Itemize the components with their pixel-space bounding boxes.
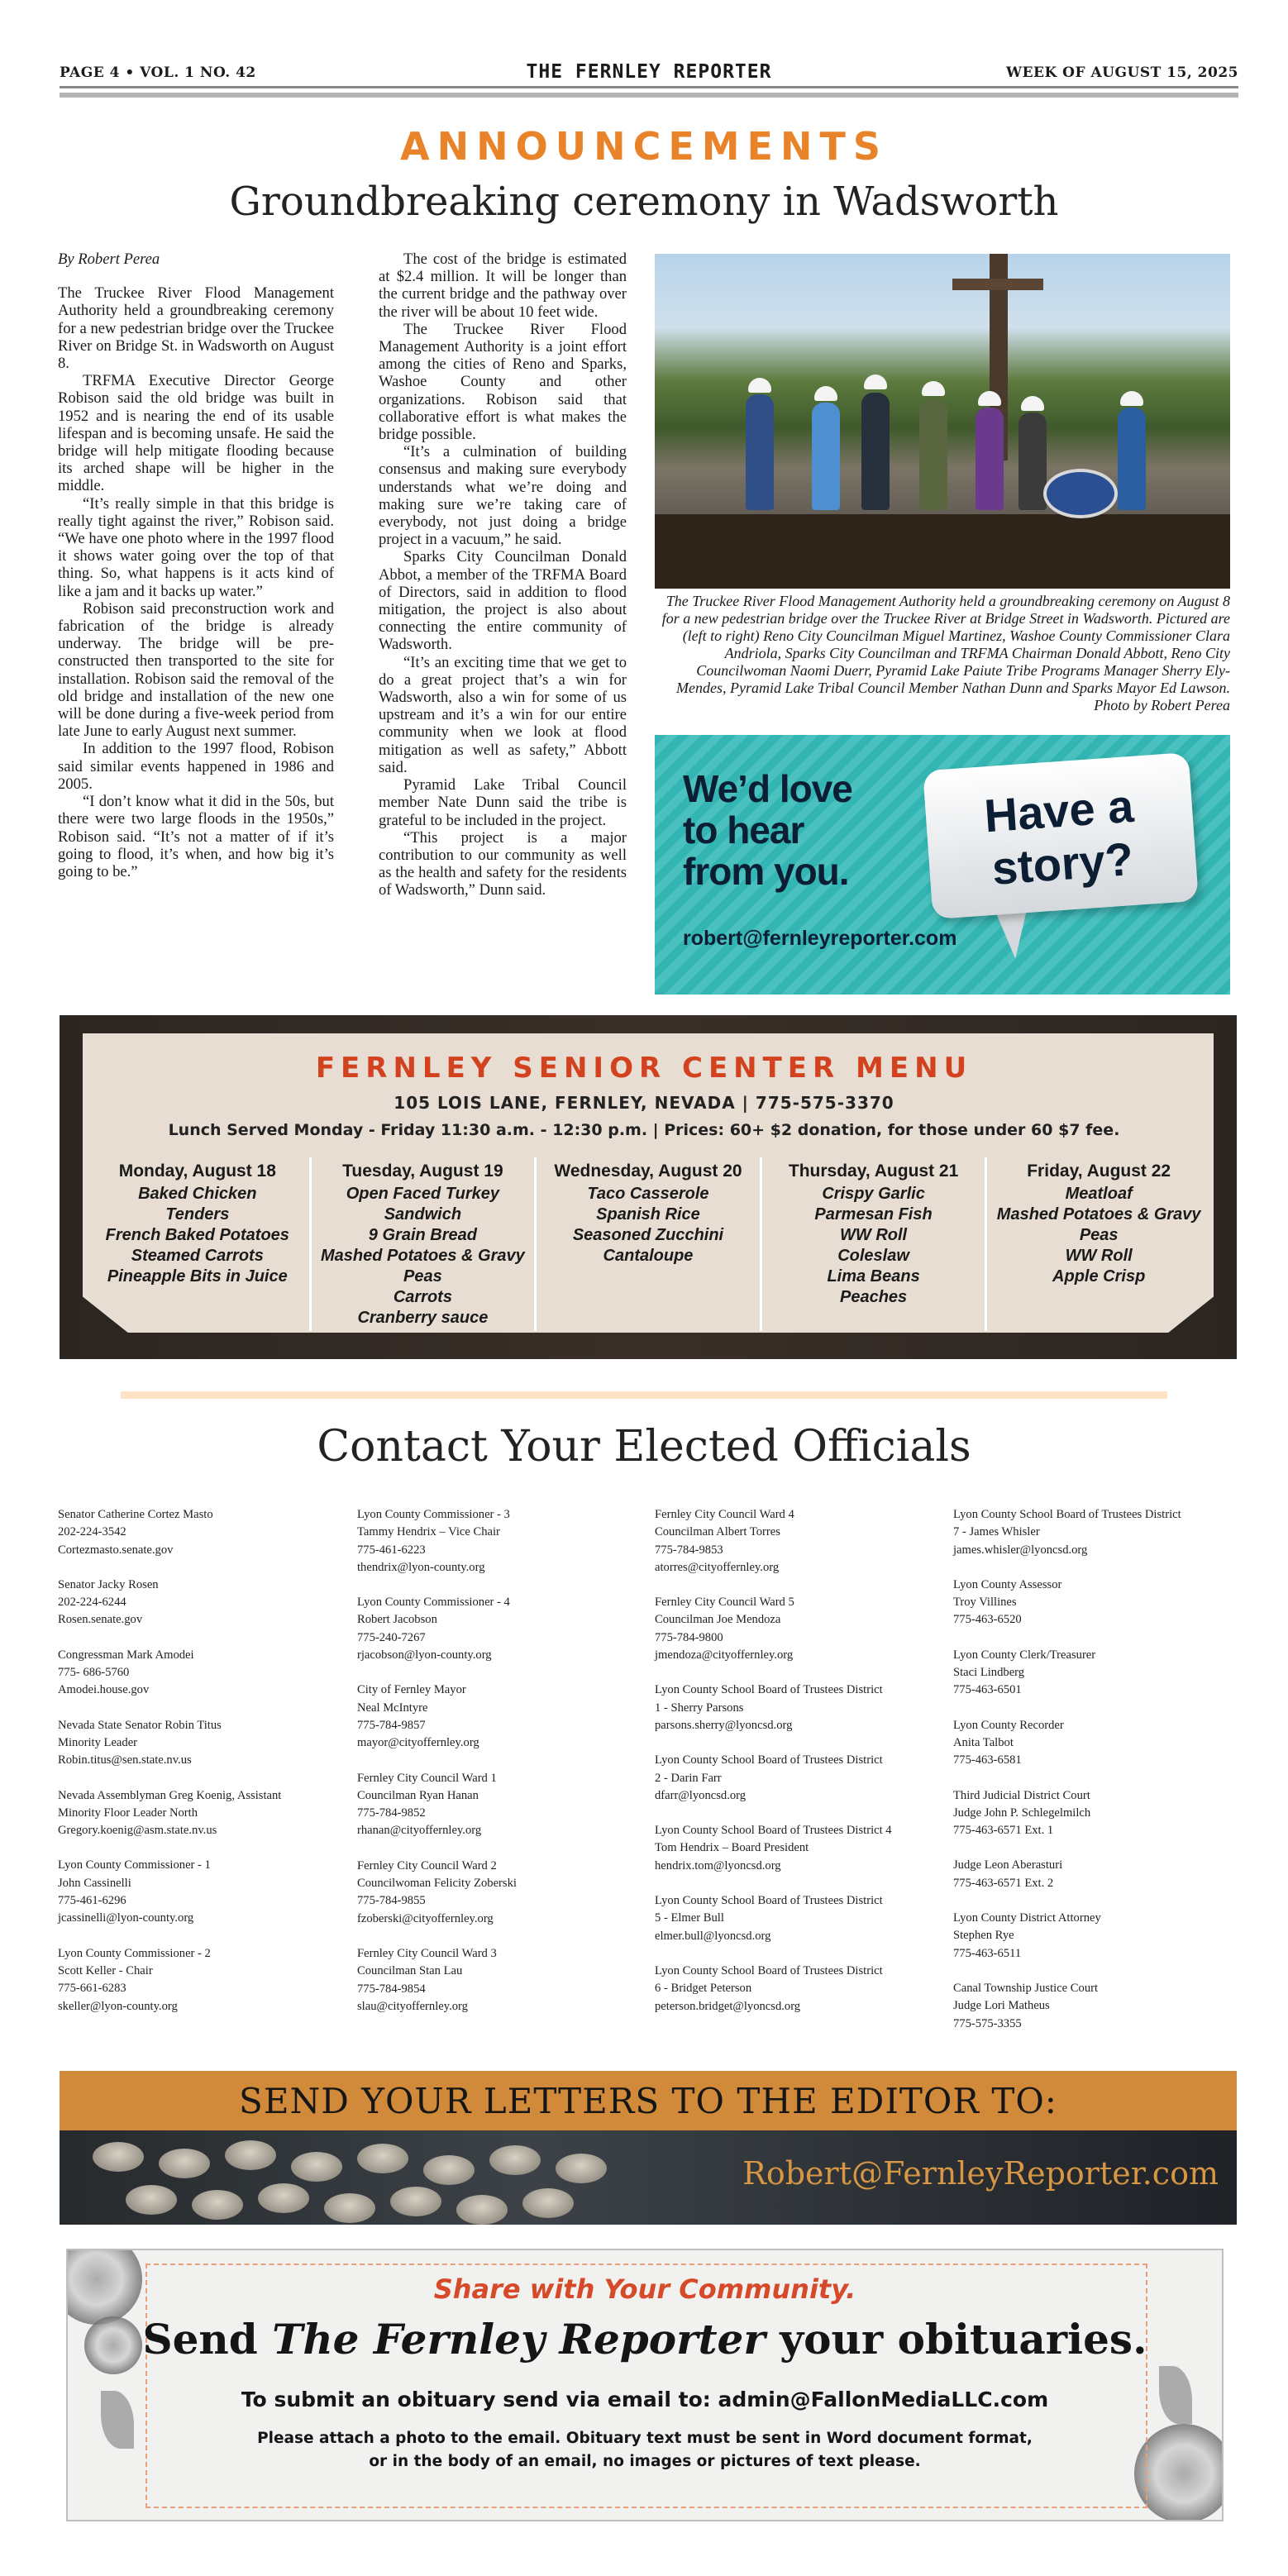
paper-name: THE FERNLEY REPORTER	[526, 61, 772, 83]
menu-day-wednesday	[534, 1157, 760, 1331]
menu-day-friday	[985, 1157, 1210, 1331]
official-entry	[58, 1647, 347, 1700]
menu-item: WW Roll	[1065, 1247, 1133, 1265]
official-contact-link[interactable]: thendrix@lyon-county.org	[357, 1560, 485, 1574]
official-line: 775-463-6571 Ext. 1	[953, 1824, 1054, 1838]
obituary-ad	[66, 2249, 1224, 2521]
person	[746, 394, 774, 510]
official-line: Neal McIntyre	[357, 1701, 428, 1715]
section-divider	[121, 1391, 1167, 1399]
official-contact-link[interactable]: peterson.bridget@lyoncsd.org	[655, 1999, 801, 2013]
typewriter-key	[556, 2154, 607, 2183]
official-line: Tom Hendrix – Board President	[655, 1841, 809, 1855]
official-line: City of Fernley Mayor	[357, 1683, 466, 1697]
article-paragraph: The Truckee River Flood Management Authority held a groundbreaking ceremony for a new pedestrian bridge over the Truckee River on Bridge St. in Wadsworth on August 8.	[58, 284, 334, 373]
hard-hat	[1021, 396, 1044, 411]
official-line: Anita Talbot	[953, 1735, 1014, 1749]
official-line: Congressman Mark Amodei	[58, 1648, 194, 1662]
official-line: Lyon County Commissioner - 4	[357, 1596, 510, 1610]
official-entry	[357, 1858, 646, 1928]
official-line: Stephen Rye	[953, 1929, 1014, 1943]
menu-item: Baked Chicken	[138, 1185, 257, 1203]
article-paragraph: “It’s an exciting time that we get to do a great project that’s a win for Wadsworth, also a win for some of us upstream and it’s a win for our entire community when we look at flood mitigation as well as safety,” Abbott said.	[379, 653, 627, 776]
obituary-tagline: Share with Your Community.	[433, 2273, 856, 2305]
official-line: Lyon County Clerk/Treasurer	[953, 1648, 1096, 1662]
official-entry	[357, 1594, 646, 1664]
hard-hat	[1120, 391, 1143, 406]
masthead	[60, 61, 1238, 84]
byline: By Robert Perea	[58, 250, 160, 268]
official-line: 775-463-6520	[953, 1613, 1022, 1627]
typewriter-key	[93, 2142, 144, 2172]
obituary-submit[interactable]: To submit an obituary send via email to: admin@FallonMediaLLC.com	[241, 2388, 1049, 2411]
hard-hat	[922, 381, 945, 396]
article-paragraph: The cost of the bridge is estimated at $2.4 million. It will be longer than the current bridge and the pathway over the river will be about 10 feet wide.	[379, 250, 627, 321]
official-contact-link[interactable]: fzoberski@cityoffernley.org	[357, 1911, 494, 1925]
official-contact-link[interactable]: skeller@lyon-county.org	[58, 1999, 178, 2013]
official-line: Nevada Assemblyman Greg Koenig, Assistant	[58, 1788, 282, 1802]
article-paragraph: In addition to the 1997 flood, Robison said similar events happened in 1986 and 2005.	[58, 740, 334, 793]
typewriter-key	[291, 2152, 342, 2182]
official-line: 775-461-6296	[58, 1894, 126, 1908]
official-line: 775-784-9857	[357, 1718, 426, 1732]
official-line: Judge Lori Matheus	[953, 1999, 1050, 2013]
official-line: Canal Township Justice Court	[953, 1981, 1099, 1995]
official-line: 775-784-9855	[357, 1894, 426, 1908]
typewriter-key	[258, 2183, 309, 2213]
official-entry	[58, 1857, 347, 1927]
speech-bubble	[923, 752, 1199, 919]
official-line: Staci Lindberg	[953, 1666, 1025, 1680]
photo-caption: The Truckee River Flood Management Authority held a groundbreaking ceremony on August 8 for a new pedestrian bridge over the Truckee River at Bridge Street in Wadsworth. Pictured are (left to right) Reno City Councilman Miguel Martinez, Washoe County Commissioner Clara Andriola, Sparks City Councilman and TRFMA Chairman Donald Abbott, Reno City Councilwoman Naomi Duerr, Pyramid Lake Paiute Tribe Programs Manager Sherry Ely-Mendes, Pyramid Lake Tribal Council Member Nathan Dunn and Sparks Mayor Ed Lawson. Photo by Robert Perea	[661, 593, 1230, 713]
menu-day-title: Thursday, August 21	[788, 1162, 959, 1181]
official-line: Minority Floor Leader North	[58, 1806, 198, 1820]
official-entry	[58, 1945, 347, 2015]
menu-item: Peaches	[839, 1288, 908, 1306]
menu-item: Mashed Potatoes & Gravy	[321, 1247, 525, 1265]
official-line: Tammy Hendrix – Vice Chair	[357, 1525, 500, 1539]
menu-item: Apple Crisp	[1052, 1267, 1146, 1286]
obituary-note	[68, 2427, 1222, 2473]
official-line: Fernley City Council Ward 2	[357, 1858, 497, 1872]
official-line: 7 - James Whisler	[953, 1525, 1040, 1539]
article-paragraph: Sparks City Councilman Donald Abbot, a member of the TRFMA Board of Directors, said in addition to flood mitigation, the project is also about connecting the entire community of Wadsworth.	[379, 548, 627, 654]
official-line: Scott Keller - Chair	[58, 1963, 153, 1977]
official-line: Lyon County District Attorney	[953, 1911, 1101, 1925]
official-entry	[655, 1822, 944, 1875]
hard-hat	[814, 386, 837, 401]
official-contact-link[interactable]: Rosen.senate.gov	[58, 1613, 143, 1627]
tribe-sign	[1043, 469, 1118, 518]
typewriter-key	[324, 2193, 375, 2223]
menu-item: WW Roll	[840, 1226, 908, 1244]
official-line: 202-224-3542	[58, 1525, 126, 1539]
story-ad-line: We’d love	[683, 767, 852, 810]
menu-item: Mashed Potatoes & Gravy	[996, 1205, 1201, 1224]
article-paragraph: “This project is a major contribution to our community as well as the health and safety for the residents of Wadsworth,” Dunn said.	[379, 828, 627, 899]
hard-hat	[864, 374, 887, 389]
official-entry	[357, 1506, 646, 1577]
official-line: John Cassinelli	[58, 1876, 131, 1890]
person	[1018, 413, 1047, 510]
story-ad-email[interactable]: robert@fernleyreporter.com	[683, 927, 957, 950]
article-paragraph: TRFMA Executive Director George Robison said the old bridge was built in 1952 and is nearing the end of its usable lifespan and is becoming unsafe. He said the bridge will help mitigate flooding because its arched shape will be higher in the middle.	[58, 372, 334, 495]
official-contact-link[interactable]: Amodei.house.gov	[58, 1683, 150, 1697]
official-line: Judge Leon Aberasturi	[953, 1858, 1063, 1872]
page-info: PAGE 4 • VOL. 1 NO. 42	[60, 64, 256, 81]
menu-day-title: Wednesday, August 20	[554, 1162, 742, 1181]
official-entry	[357, 1945, 646, 2015]
official-line: Councilman Joe Mendoza	[655, 1613, 781, 1627]
person	[976, 408, 1004, 510]
official-entry	[953, 1506, 1243, 1559]
menu-item: Parmesan Fish	[814, 1205, 933, 1224]
official-contact-link[interactable]: elmer.bull@lyoncsd.org	[655, 1929, 771, 1943]
official-entry	[58, 1506, 347, 1559]
menu-address: 105 LOIS LANE, FERNLEY, NEVADA | 775-575-3370	[394, 1093, 894, 1113]
official-entry	[655, 1963, 944, 2015]
article-paragraph: The Truckee River Flood Management Authority is a joint effort among the cities of Reno and Sparks, Washoe County and other organizations. Robison said that collaborative effort is what makes the bridge possible.	[379, 320, 627, 444]
dirt-ground	[655, 514, 1230, 589]
official-line: Senator Catherine Cortez Masto	[58, 1508, 213, 1521]
official-line: 775-784-9854	[357, 1982, 426, 1996]
officials-title: Contact Your Elected Officials	[317, 1422, 971, 1472]
official-entry	[953, 1577, 1243, 1629]
typewriter-key	[390, 2187, 441, 2216]
official-line: 775-463-6581	[953, 1753, 1022, 1767]
official-line: Fernley City Council Ward 4	[655, 1508, 794, 1521]
menu-day-title: Tuesday, August 19	[342, 1162, 503, 1181]
menu-item: Meatloaf	[1065, 1185, 1133, 1203]
menu-title: FERNLEY SENIOR CENTER MENU	[315, 1052, 973, 1085]
official-contact-link[interactable]: parsons.sherry@lyoncsd.org	[655, 1718, 793, 1732]
article-paragraph: Pyramid Lake Tribal Council member Nate Dunn said the tribe is grateful to be included in the project.	[379, 776, 627, 829]
menu-lunch-info: Lunch Served Monday - Friday 11:30 a.m. - 12:30 p.m. | Prices: 60+ $2 donation, for those under 60 $7 fee.	[168, 1121, 1120, 1139]
typewriter-key	[225, 2140, 276, 2170]
typewriter-key	[159, 2149, 210, 2178]
official-contact-link[interactable]: hendrix.tom@lyoncsd.org	[655, 1858, 781, 1872]
letters-email[interactable]: Robert@FernleyReporter.com	[742, 2155, 1219, 2192]
official-line: 775-575-3355	[953, 2016, 1022, 2030]
officials-column-2	[357, 1506, 646, 2033]
official-entry	[953, 1980, 1243, 2033]
official-line: 775-463-6511	[953, 1946, 1022, 1960]
headline-suffix: your obituaries.	[765, 2315, 1147, 2364]
official-entry	[953, 1717, 1243, 1770]
official-line: Councilman Stan Lau	[357, 1964, 463, 1978]
menu-item: Carrots	[393, 1288, 452, 1306]
typewriter-key	[522, 2188, 574, 2218]
official-line: Lyon County Commissioner - 3	[357, 1508, 510, 1521]
official-line: Nevada State Senator Robin Titus	[58, 1718, 222, 1732]
official-line: Councilman Ryan Hanan	[357, 1788, 479, 1802]
official-contact-link[interactable]: atorres@cityoffernley.org	[655, 1560, 780, 1574]
official-line: Lyon County School Board of Trustees District	[655, 1753, 883, 1767]
menu-item: Spanish Rice	[596, 1205, 700, 1224]
article-column-2	[379, 250, 627, 899]
letters-banner	[60, 2071, 1237, 2130]
official-line: Minority Leader	[58, 1735, 138, 1749]
speech-bubble-text	[924, 775, 1197, 899]
obituary-note-line: Please attach a photo to the email. Obituary text must be sent in Word document format,	[257, 2430, 1033, 2447]
official-line: Troy Villines	[953, 1596, 1017, 1610]
official-line: 5 - Elmer Bull	[655, 1911, 724, 1925]
official-contact-link[interactable]: dfarr@lyoncsd.org	[655, 1788, 747, 1802]
menu-item: Peas	[403, 1267, 442, 1286]
menu-item: Crispy Garlic	[822, 1185, 925, 1203]
typewriter-key	[126, 2185, 177, 2215]
article-paragraph: Robison said preconstruction work and fabrication of the bridge is already underway. The bridge will be pre-constructed then transported to the site for installation. Robison said the removal of the old bridge and installation of the new one will be done during a five-week period from late June to early August next summer.	[58, 599, 334, 741]
bubble-line: story?	[990, 832, 1135, 894]
article-paragraph: “It’s a culmination of building consensus and making sure everybody understands what we’re doing and making sure we’re taking care of everybody, not just doing a bridge project in a vacuum,” he said.	[379, 443, 627, 549]
official-line: Lyon County School Board of Trustees District	[655, 1683, 883, 1697]
issue-week: WEEK OF AUGUST 15, 2025	[1005, 64, 1238, 81]
menu-item: Open Faced Turkey Sandwich	[346, 1185, 500, 1224]
official-entry	[357, 1682, 646, 1752]
official-entry	[953, 1857, 1243, 1892]
obituary-headline	[68, 2315, 1222, 2364]
official-line: 775-463-6571 Ext. 2	[953, 1876, 1054, 1890]
official-line: 202-224-6244	[58, 1596, 126, 1610]
official-entry	[58, 1787, 347, 1840]
letters-typewriter-strip	[60, 2130, 1237, 2225]
official-contact-link[interactable]: rhanan@cityoffernley.org	[357, 1824, 482, 1838]
official-entry	[655, 1682, 944, 1734]
menu-day-monday	[86, 1157, 309, 1331]
official-contact-link[interactable]: mayor@cityoffernley.org	[357, 1736, 479, 1750]
menu-item: Taco Casserole	[587, 1185, 709, 1203]
official-entry	[953, 1647, 1243, 1700]
official-line: 6 - Bridget Peterson	[655, 1982, 752, 1996]
official-line: Fernley City Council Ward 5	[655, 1596, 794, 1610]
official-line: Senator Jacky Rosen	[58, 1577, 159, 1591]
official-contact-link[interactable]: Cortezmasto.senate.gov	[58, 1543, 174, 1557]
official-line: 775-463-6501	[953, 1683, 1022, 1697]
officials-column-1	[58, 1506, 347, 2033]
official-contact-link[interactable]: Robin.titus@sen.state.nv.us	[58, 1753, 192, 1767]
section-kicker: ANNOUNCEMENTS	[400, 124, 888, 169]
official-line: Councilwoman Felicity Zoberski	[357, 1877, 517, 1891]
official-entry	[655, 1594, 944, 1664]
official-line: 775-784-9800	[655, 1630, 723, 1644]
article-column-1	[58, 250, 334, 880]
typewriter-key	[489, 2145, 541, 2175]
official-line: Lyon County Assessor	[953, 1577, 1062, 1591]
official-contact-link[interactable]: rjacobson@lyon-county.org	[357, 1648, 492, 1662]
menu-item: Seasoned Zucchini	[572, 1226, 724, 1244]
official-line: Lyon County School Board of Trustees District	[953, 1508, 1181, 1521]
person	[861, 393, 890, 510]
official-line: Lyon County School Board of Trustees District	[655, 1894, 883, 1908]
official-entry	[655, 1892, 944, 1945]
official-line: 775-784-9852	[357, 1806, 426, 1820]
official-entry	[655, 1506, 944, 1577]
person	[919, 399, 947, 510]
official-line: 775-240-7267	[357, 1630, 426, 1644]
typewriter-key	[456, 2195, 508, 2225]
ceremony-photo	[655, 254, 1230, 589]
typewriter-key	[423, 2155, 475, 2185]
article-headline: Groundbreaking ceremony in Wadsworth	[229, 179, 1059, 225]
menu-day-thursday	[760, 1157, 985, 1331]
official-line: Fernley City Council Ward 1	[357, 1771, 497, 1785]
official-line: Lyon County School Board of Trustees District	[655, 1963, 883, 1977]
bridge-beam	[952, 279, 1043, 290]
menu-days	[86, 1157, 1210, 1331]
story-ad-line: to hear	[683, 809, 804, 852]
official-contact-link[interactable]: slau@cityoffernley.org	[357, 1999, 468, 2013]
person	[1118, 408, 1146, 510]
menu-day-title: Monday, August 18	[118, 1162, 276, 1181]
official-line: Judge John P. Schlegelmilch	[953, 1806, 1091, 1820]
menu-item: Peas	[1079, 1226, 1119, 1244]
official-line: Lyon County School Board of Trustees District 4	[655, 1824, 892, 1838]
official-line: Robert Jacobson	[357, 1613, 437, 1627]
menu-item: 9 Grain Bread	[368, 1226, 477, 1244]
official-contact-link[interactable]: Gregory.koenig@asm.state.nv.us	[58, 1824, 217, 1838]
officials-column-3	[655, 1506, 944, 2033]
menu-item: Coleslaw	[837, 1247, 909, 1265]
official-contact-link[interactable]: jcassinelli@lyon-county.org	[58, 1911, 194, 1925]
story-ad-line: from you.	[683, 850, 849, 893]
letters-heading: SEND YOUR LETTERS TO THE EDITOR TO:	[239, 2081, 1057, 2121]
bubble-line: Have a	[982, 779, 1136, 842]
menu-item: Pineapple Bits in Juice	[107, 1267, 288, 1286]
official-contact-link[interactable]: james.whisler@lyoncsd.org	[953, 1543, 1088, 1557]
headline-prefix: Send	[142, 2315, 273, 2364]
menu-item: Cantaloupe	[603, 1247, 694, 1265]
official-entry	[58, 1577, 347, 1629]
official-line: Lyon County Recorder	[953, 1718, 1064, 1732]
typewriter-key	[357, 2144, 408, 2173]
officials-column-4	[953, 1506, 1243, 2050]
official-entry	[655, 1752, 944, 1805]
story-ad-message	[683, 768, 852, 892]
official-line: Fernley City Council Ward 3	[357, 1946, 497, 1960]
official-line: Councilman Albert Torres	[655, 1525, 780, 1539]
official-entry	[953, 1910, 1243, 1963]
article-paragraph: “I don’t know what it did in the 50s, but there were two large floods in the 1950s,” Robison said. “It’s not a matter of if it’s going to flood, it’s when, and how big it’s going to be.”	[58, 793, 334, 880]
person	[812, 403, 840, 510]
official-line: Third Judicial District Court	[953, 1788, 1090, 1802]
official-line: 775-661-6283	[58, 1982, 126, 1996]
official-contact-link[interactable]: jmendoza@cityoffernley.org	[655, 1648, 794, 1662]
menu-day-tuesday	[309, 1157, 535, 1331]
menu-day-title: Friday, August 22	[1027, 1162, 1171, 1181]
official-line: 775- 686-5760	[58, 1666, 130, 1680]
menu-item: Cranberry sauce	[357, 1309, 489, 1327]
menu-item: French Baked Potatoes	[105, 1226, 289, 1244]
official-entry	[357, 1770, 646, 1840]
hard-hat	[748, 378, 771, 393]
typewriter-key	[192, 2190, 243, 2220]
official-line: 775-784-9853	[655, 1543, 723, 1557]
official-line: Lyon County Commissioner - 2	[58, 1946, 211, 1960]
obituary-note-line: or in the body of an email, no images or pictures of text please.	[369, 2453, 921, 2470]
header-rule-thick	[60, 93, 1238, 98]
story-ad[interactable]	[655, 735, 1230, 995]
official-line: 2 - Darin Farr	[655, 1771, 722, 1785]
official-line: 775-461-6223	[357, 1543, 426, 1557]
menu-item: Lima Beans	[827, 1267, 920, 1286]
official-entry	[953, 1787, 1243, 1840]
menu-item: Tenders	[165, 1205, 230, 1224]
article-paragraph: “It’s really simple in that this bridge is really tight against the river,” Robison said. “We have one photo where in the 1997 flood it shows water going over the top of that thing. So, what happens is it acts kind of like a jam and it backs up water.”	[58, 494, 334, 600]
official-entry	[58, 1717, 347, 1770]
header-rule	[60, 86, 1238, 88]
official-line: Lyon County Commissioner - 1	[58, 1858, 211, 1872]
official-line: 1 - Sherry Parsons	[655, 1701, 744, 1715]
headline-paper-name: The Fernley Reporter	[272, 2315, 766, 2364]
menu-item: Steamed Carrots	[131, 1247, 264, 1265]
